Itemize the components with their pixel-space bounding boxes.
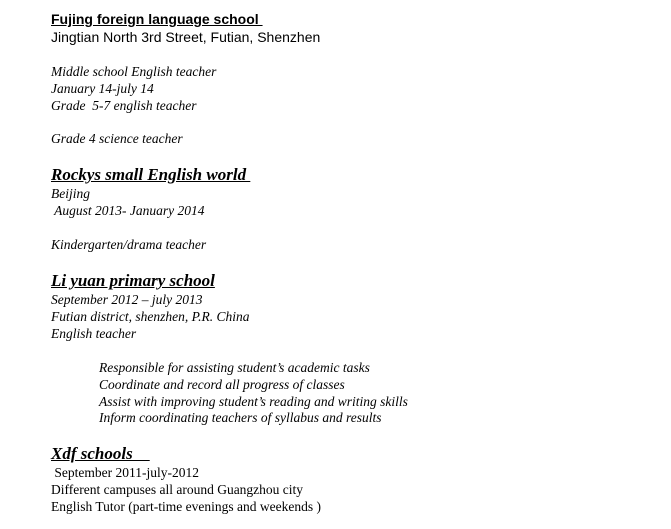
duty-item: Assist with improving student’s reading and writing skills [99, 394, 408, 409]
section-heading-rockys: Rockys small English world [51, 165, 251, 184]
section-line-dates: August 2013- January 2014 [51, 203, 205, 218]
section-line-role: English Tutor (part-time evenings and weekends ) [51, 499, 321, 514]
section-line-role: Middle school English teacher [51, 64, 217, 79]
section-line-address: Jingtian North 3rd Street, Futian, Shenzhen [51, 29, 321, 45]
section-line-location: Different campuses all around Guangzhou city [51, 482, 304, 497]
section-line-role: Kindergarten/drama teacher [51, 237, 207, 252]
duty-item: Coordinate and record all progress of classes [99, 377, 345, 392]
section-line-grade-science: Grade 4 science teacher [51, 131, 183, 146]
duty-item: Inform coordinating teachers of syllabus and results [99, 410, 382, 425]
duty-item: Responsible for assisting student’s academic tasks [99, 360, 370, 375]
section-heading-liyuan: Li yuan primary school [51, 271, 215, 290]
section-line-dates: September 2012 – july 2013 [51, 292, 203, 307]
section-heading-xdf: Xdf schools [51, 444, 150, 463]
section-line-role: English teacher [51, 326, 137, 341]
section-line-dates: September 2011-july-2012 [51, 465, 199, 480]
section-heading-fujing: Fujing foreign language school [51, 11, 263, 27]
section-line-location: Futian district, shenzhen, P.R. China [51, 309, 250, 324]
section-line-grade: Grade 5-7 english teacher [51, 98, 197, 113]
section-line-dates: January 14-july 14 [51, 81, 154, 96]
section-line-location: Beijing [51, 186, 90, 201]
